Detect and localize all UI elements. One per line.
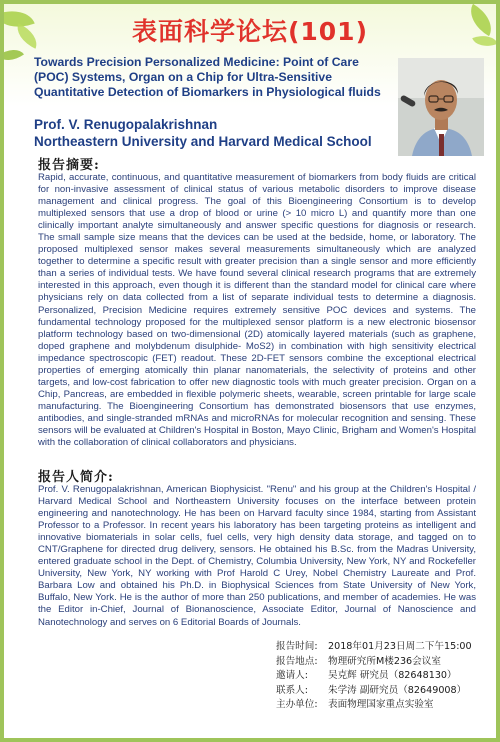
info-value: 物理研究所M楼236会议室	[328, 655, 441, 667]
speaker-photo	[398, 58, 484, 156]
info-label: 报告地点:	[276, 655, 318, 667]
bio-heading: 报告人简介:	[38, 470, 114, 485]
info-value: 表面物理国家重点实验室	[328, 699, 434, 711]
talk-title: Towards Precision Personalized Medicine: Point of Care (POC) Systems, Organ on a Chip for Ultra-Sensitive Quantitative Detection of Biomarkers in Physiological fluids	[34, 55, 381, 99]
abstract-heading: 报告摘要:	[38, 158, 100, 173]
info-label: 邀请人:	[276, 670, 309, 682]
forum-title: 表面科学论坛(101)	[131, 17, 369, 46]
speaker-portrait-graphic	[398, 58, 484, 156]
info-value: 朱学涛 副研究员（82649008）	[328, 684, 467, 696]
info-inviter	[276, 669, 496, 684]
info-value: 2018年01月23日周二下午15:00	[328, 641, 472, 652]
info-host	[276, 698, 496, 713]
info-label: 主办单位:	[276, 699, 318, 711]
abstract-text: Rapid, accurate, continuous, and quantitative measurement of biomarkers from body fluids are critical for non-invasive assessment of clinical status of various metabolic disorders to improve disease management and clinical progress. The goal of this Bioengineering Consortium is to develop multiplexed sensors that use a drop of blood or urine (> 10 micro L) and quantify more than one clinically important analyte simultaneously and answer specific questions for diagnosis or research. The small sample size means that the devices can be used at the bedside, home, or laboratory. The proposed multiplexed sensor makes several measurements simultaneously which are analyzed together to determine a specific result with greater precision than a single sensor and more efficiently than a series of individual tests. We have found several clinical research programs that are extremely interested in this approach, even though it is different than the standard model for clinical care where physicians rely on data collected from a list of separate individual tests to determine a diagnosis. Personalized, Precision Medicine requires extremely sensitive POC devices and systems. The fundamental technology proposed for the multiplexed sensor platform is a new electronic biosensor platform technology based on two-dimensional (2D) atomically layered materials (such as graphene, doped graphene and molybdenum disulphide- MoS2) in combination with high sensitivity electrical impedance spectroscopic (FET) readout. These 2D-FET sensors combine the exceptional electrical properties of emerging atomically thin planar nanomaterials, the selectivity of proteins and other targets, and low-cost fabrication to offer new diagnostic tools with much greater precision. Organ on a Chip, Pancreas, are embedded in flexible polymeric sheets, wearable, screen printable for large scale manufacturing. The Bioengineering Consortium has demonstrated biosensors that use enzymes, antibodies, and single-stranded mRNAs and microRNAs for molecular recognition and sensing. These sensors will be evaluated at Children's Hospital in Boston, Mayo Clinic, Brigham and Women's Hospital with the collaboration of clinical collaborators and physicians.	[38, 172, 476, 449]
info-contact	[276, 684, 496, 699]
event-info	[276, 640, 496, 713]
info-value: 吴克辉 研究员（82648130）	[328, 670, 457, 682]
speaker-name: Prof. V. Renugopalakrishnan	[34, 117, 218, 132]
info-label: 联系人:	[276, 684, 309, 696]
info-location	[276, 655, 496, 670]
info-time	[276, 640, 496, 655]
speaker-affiliation: Northeastern University and Harvard Medical School	[34, 134, 372, 149]
info-label: 报告时间:	[276, 641, 318, 652]
bio-text: Prof. V. Renugopalakrishnan, American Biophysicist. "Renu" and his group at the Children's Hospital / Harvard Medical School and Northeastern University focuses on the interface between protein engineering and nanotechnology. He has been on Harvard faculty since 1984, starting from Assistant Professor to a Professor. In recent years his laboratory has been targeting proteins as intelligent and innovative biomaterials in solar cells, fuel cells, very high density data storage, and tagged on to CNT/Graphene for directed drug delivery, sensors. He obtained his B.Sc. from the Madras University, entered graduate school in the Dept. of Chemistry, Columbia University, New York, NY and Rockefeller University, New York, NY working with Prof Harold C Urey, Nobel Chemistry Laureate and Prof. Barbara Low and obtained his Ph.D. in Biophysical Sciences from State University of New York, Buffalo, New York. He is the author of more than 250 publications, and member of academies. He was the Editor in-Chief, Journal of Bionanoscience, Associate Editor, Journal of Nanoscience and Nanotechnology and serves on 6 Editorial Boards of Journals.	[38, 484, 476, 628]
